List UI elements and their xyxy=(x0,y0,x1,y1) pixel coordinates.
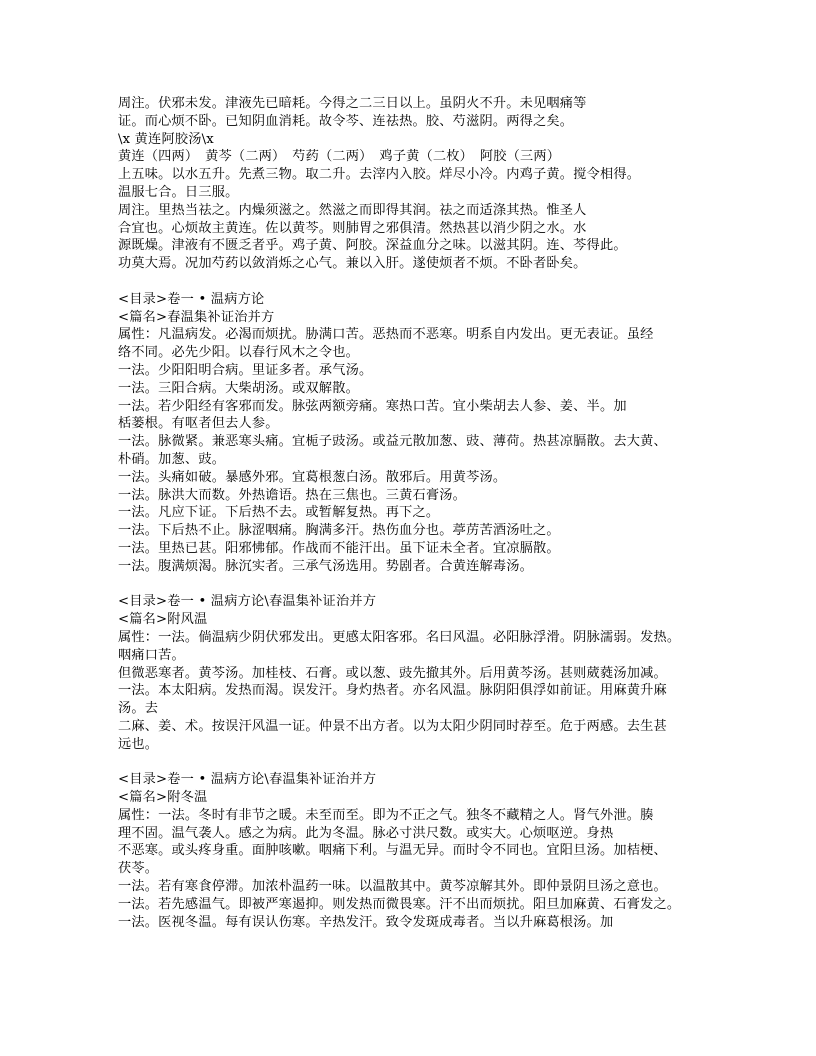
text-line: 汤。去 xyxy=(118,701,159,717)
text-line: 一法。若有寒食停滞。加浓朴温药一味。以温散其中。黄芩凉解其外。即仲景阴旦汤之意也。 xyxy=(118,879,667,895)
text-line: 一法。本太阳病。发热而渴。误发汗。身灼热者。亦名风温。脉阴阳俱浮如前证。用麻黄升麻 xyxy=(118,683,667,699)
text-line: 茯苓。 xyxy=(118,861,159,877)
text-line: 络不同。必先少阳。以春行风木之令也。 xyxy=(118,345,359,361)
text-line: 咽痛口苦。 xyxy=(118,647,185,663)
text-line: 但微恶寒者。黄芩汤。加桂枝、石膏。或以葱、豉先撤其外。后用黄芩汤。甚则葳蕤汤加减。 xyxy=(118,665,667,681)
ingredients-line: 黄连（四两） 黄芩（二两） 芍药（二两） 鸡子黄（二枚） 阿胶（三两） xyxy=(118,149,561,165)
text-line: 温服七合。日三服。 xyxy=(118,184,239,200)
text-line: 一法。若先感温气。即被严寒遏抑。则发热而微畏寒。汗不出而烦扰。阳旦加麻黄、石膏发之。 xyxy=(118,896,681,912)
text-line: 远也。 xyxy=(118,736,159,752)
text-line: 不恶寒。或头疼身重。面肿咳嗽。咽痛下利。与温无异。而时令不同也。宜阳旦汤。加桔梗、 xyxy=(118,843,667,859)
text-line: 一法。脉微紧。兼恶寒头痛。宜栀子豉汤。或益元散加葱、豉、薄荷。热甚凉膈散。去大黄、 xyxy=(118,434,667,450)
text-line: 功莫大焉。况加芍药以敛消烁之心气。兼以入肝。遂使烦者不烦。不卧者卧矣。 xyxy=(118,256,587,272)
text-line: 理不固。温气袭人。感之为病。此为冬温。脉必寸洪尺数。或实大。心烦呕逆。身热 xyxy=(118,825,614,841)
text-line: 一法。下后热不止。脉涩咽痛。胸满多汗。热伤血分也。葶苈苦酒汤吐之。 xyxy=(118,523,560,539)
paragraph-gap xyxy=(118,753,718,771)
catalog-heading: <目录>卷一 • 温病方论\春温集补证治并方 xyxy=(118,772,377,788)
catalog-heading: <目录>卷一 • 温病方论 xyxy=(118,291,265,307)
section-winter-warmth xyxy=(118,771,718,931)
text-line: 一法。头痛如破。暴感外邪。宜葛根葱白汤。散邪后。用黄芩汤。 xyxy=(118,469,507,485)
formula-title: \x 黄连阿胶汤\x xyxy=(118,131,214,147)
text-line: 一法。少阳阳明合病。里证多者。承气汤。 xyxy=(118,362,373,378)
text-line: 属性：一法。冬时有非节之暖。未至而至。即为不正之气。独冬不藏精之人。肾气外泄。腠 xyxy=(118,807,654,823)
document-page xyxy=(118,95,718,931)
section-spring-warmth xyxy=(118,291,718,576)
text-line: 一法。凡应下证。下后热不去。或暂解复热。再下之。 xyxy=(118,505,440,521)
text-line: 一法。脉洪大而数。外热谵语。热在三焦也。三黄石膏汤。 xyxy=(118,487,467,503)
text-line: 栝蒌根。有呕者但去人参。 xyxy=(118,416,279,432)
chapter-heading: <篇名>附冬温 xyxy=(118,790,208,806)
text-line: 证。而心烦不卧。已知阴血消耗。故令芩、连祛热。胶、芍滋阴。两得之矣。 xyxy=(118,113,574,129)
section-zhou-commentary xyxy=(118,95,718,273)
text-line: 一法。若少阳经有客邪而发。脉弦两额旁痛。寒热口苦。宜小柴胡去人参、姜、半。加 xyxy=(118,398,627,414)
text-line: 一法。腹满烦渴。脉沉实者。三承气汤选用。势剧者。合黄连解毒汤。 xyxy=(118,558,534,574)
text-line: 合宜也。心烦故主黄连。佐以黄芩。则肺胃之邪俱清。然热甚以消少阴之水。水 xyxy=(118,220,587,236)
text-line: 朴硝。加葱、豉。 xyxy=(118,451,226,467)
text-line: 一法。里热已甚。阳邪怫郁。作战而不能汗出。虽下证未全者。宜凉膈散。 xyxy=(118,540,560,556)
text-line: 一法。三阳合病。大柴胡汤。或双解散。 xyxy=(118,380,359,396)
paragraph-gap xyxy=(118,576,718,594)
text-line: 源既燥。津液有不匮乏者乎。鸡子黄、阿胶。深益血分之味。以滋其阴。连、芩得此。 xyxy=(118,238,627,254)
chapter-heading: <篇名>附风温 xyxy=(118,612,208,628)
text-line: 周注。里热当祛之。内燥须滋之。然滋之而即得其润。祛之而适涤其热。惟圣人 xyxy=(118,202,587,218)
chapter-heading: <篇名>春温集补证治并方 xyxy=(118,309,275,325)
paragraph-gap xyxy=(118,273,718,291)
text-line: 属性：一法。倘温病少阴伏邪发出。更感太阳客邪。名曰风温。必阳脉浮滑。阴脉濡弱。发热。 xyxy=(118,629,681,645)
section-wind-warmth xyxy=(118,593,718,753)
text-line: 周注。伏邪未发。津液先已暗耗。今得之二三日以上。虽阴火不升。未见咽痛等 xyxy=(118,96,587,111)
text-line: 二麻、姜、术。按误汗风温一证。仲景不出方者。以为太阳少阴同时荐至。危于两感。去生甚 xyxy=(118,718,667,734)
text-line: 上五味。以水五升。先煮三物。取二升。去滓内入胶。烊尽小冷。内鸡子黄。搅令相得。 xyxy=(118,167,641,183)
text-line: 属性：凡温病发。必渴而烦扰。胁满口苦。恶热而不恶寒。明系自内发出。更无表证。虽经 xyxy=(118,327,654,343)
catalog-heading: <目录>卷一 • 温病方论\春温集补证治并方 xyxy=(118,594,377,610)
text-line: 一法。医视冬温。每有误认伤寒。辛热发汗。致令发斑成毒者。当以升麻葛根汤。加 xyxy=(118,914,614,930)
